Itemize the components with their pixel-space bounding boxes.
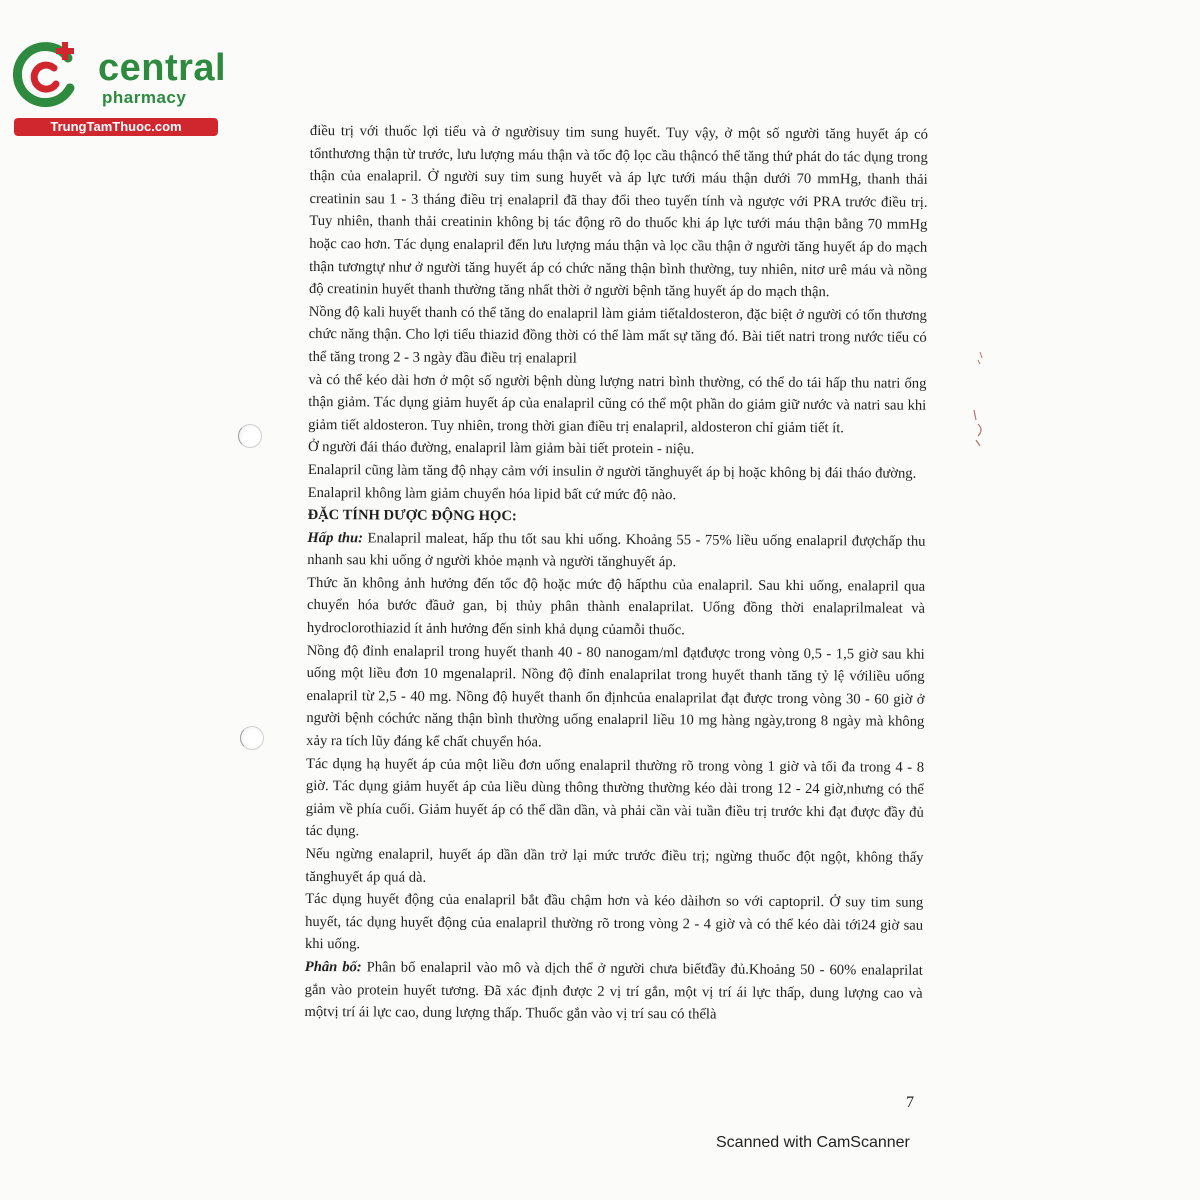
distribution-label: Phân bố: <box>304 958 362 976</box>
section-heading: ĐẶC TÍNH DƯỢC ĐỘNG HỌC: <box>307 507 517 525</box>
absorption-text: Enalapril maleat, hấp thu tốt sau khi uống. Khoảng 55 - 75% liều uống enalapril đượchấp thu nhanh sau khi uống ở người khỏe mạnh và người tănghuyết áp. <box>307 530 926 571</box>
body-paragraph: Nếu ngừng enalapril, huyết áp dần dần trở lại mức trước điều trị; ngừng thuốc đột ngột, không thấy tănghuyết áp quá dà. <box>305 845 924 886</box>
brand-tagline: pharmacy <box>102 88 187 107</box>
scanner-footer: Scanned with CamScanner <box>716 1134 910 1151</box>
body-paragraph: Enalapril không làm giảm chuyển hóa lipid bất cứ mức độ nào. <box>307 484 677 503</box>
absorption-paragraph <box>307 527 925 576</box>
brand-website-badge[interactable]: TrungTamThuoc.com <box>14 118 218 136</box>
body-paragraph: Tác dụng huyết động của enalapril bắt đầu chậm hơn và kéo dàihơn so với captopril. Ở suy tim sung huyết, tác dụng huyết động của enalapril thường rõ trong vòng 2 - 4 giờ và có thể kéo dài tới24 giờ sau khi uống. <box>304 891 924 953</box>
page-number: 7 <box>906 1094 914 1111</box>
absorption-label: Hấp thu: <box>307 529 364 547</box>
distribution-paragraph <box>304 956 922 1028</box>
body-paragraph: Enalapril cũng làm tăng độ nhạy cảm với insulin ở người tănghuyết áp bị hoặc không bị đái tháo đường. <box>307 461 917 482</box>
body-paragraph: Ở người đái tháo đường, enalapril làm giảm bài tiết protein - niệu. <box>307 439 695 458</box>
body-paragraph: và có thể kéo dài hơn ở một số người bệnh dùng lượng natri bình thường, có thể do tái hấp thu natri ống thận giảm. Tác dụng giảm huyết áp của enalapril cũng có thể một phần do giảm giữ nước và natri sau khi giảm tiết aldosteron. Tuy nhiên, trong thời gian điều trị enalapril, aldosteron chỉ giảm tiết ít. <box>308 371 927 436</box>
brand-name: central <box>98 47 227 89</box>
body-paragraph: Nồng độ kali huyết thanh có thể tăng do enalapril làm giảm tiếtaldosteron, đặc biệt ở người có tổn thương chức năng thận. Cho lợi tiểu thiazid đồng thời có thể làm mất sự tăng đó. Bài tiết natri trong nước tiểu có thể tăng trong 2 - 3 ngày đầu điều trị enalapril <box>308 303 927 367</box>
punch-hole-bottom <box>240 726 264 750</box>
pharmacy-cross-logo-icon <box>10 38 82 110</box>
body-paragraph: Tác dụng hạ huyết áp của một liều đơn uống enalapril thường rõ trong vòng 1 giờ và tối đa trong 4 - 8 giờ. Tác dụng giảm huyết áp của liều dùng thông thường thường kéo dài trong 12 - 24 giờ,nhưng có thể giảm về phía cuối. Giảm huyết áp có thể dần dần, và phải cần vài tuần điều trị trước khi đạt được đầy đủ tác dụng. <box>305 755 925 840</box>
document-body <box>304 120 928 1028</box>
margin-stamp-mark-icon <box>968 350 988 460</box>
distribution-text: Phân bố enalapril vào mô và dịch thể ở người chưa biếtđầy đủ.Khoảng 50 - 60% enalaprilat gắn vào protein huyết tương. Đã xác định được 2 vị trí gắn, một vị trí ái lực thấp, dung lượng cao và mộtvị trí ái lực cao, dung lượng thấp. Thuốc gắn vào vị trí sau có thểlà <box>304 959 923 1023</box>
body-paragraph: điều trị với thuốc lợi tiểu và ở ngườisuy tim sung huyết. Tuy vậy, ở một số người tăng huyết áp có tổnthương thận từ trước, lưu lượng máu thận và tốc độ lọc cầu thậncó thể tăng thứ phát do tác dụng trong thận của enalapril. Ở người suy tim sung huyết và áp lực tưới máu thận dưới 70 mmHg, thanh thải creatinin sau 1 - 3 tháng điều trị enalapril đã thay đổi theo tuyến tính và ngược với PRA trước điều trị. Tuy nhiên, thanh thải creatinin không bị tác động rõ do thuốc khi áp lực tưới máu thận bằng 70 mmHg hoặc cao hơn. Tác dụng enalapril đến lưu lượng máu thận và lọc cầu thận ở người tăng huyết áp do mạch thận tươngtự như ở người tăng huyết áp có chức năng thận bình thường, tuy nhiên, nitơ urê máu và nồng độ creatinin huyết thanh thường tăng nhất thời ở người bệnh tăng huyết áp do mạch thận. <box>308 122 928 301</box>
body-paragraph: Thức ăn không ảnh hưởng đến tốc độ hoặc mức độ hấpthu của enalapril. Sau khi uống, enalapril qua chuyển hóa bước đầuở gan, bị thủy phân thành enalaprilat. Uống đồng thời enalaprilmaleat và hydroclorothiazid ít ảnh hưởng đến sinh khả dụng củamỗi thuốc. <box>306 574 926 639</box>
punch-hole-top <box>238 424 262 448</box>
brand-logo[interactable] <box>10 38 227 138</box>
body-paragraph: Nồng độ đỉnh enalapril trong huyết thanh 40 - 80 nanogam/ml đạtđược trong vòng 0,5 - 1,5 giờ sau khi uống một liều đơn 10 mgenalapril. Nồng độ đỉnh enalaprilat trong huyết thanh tăng tỷ lệ vớiliều uống enalapril từ 2,5 - 40 mg. Nồng độ huyết thanh ổn địnhcủa enalaprilat đạt được trong vòng 30 - 60 giờ ở người bệnh cóchức năng thận bình thường uống enalapril liều 10 mg hàng ngày,trong 8 ngày mà không xảy ra tích lũy đáng kể chất chuyển hóa. <box>306 642 925 751</box>
